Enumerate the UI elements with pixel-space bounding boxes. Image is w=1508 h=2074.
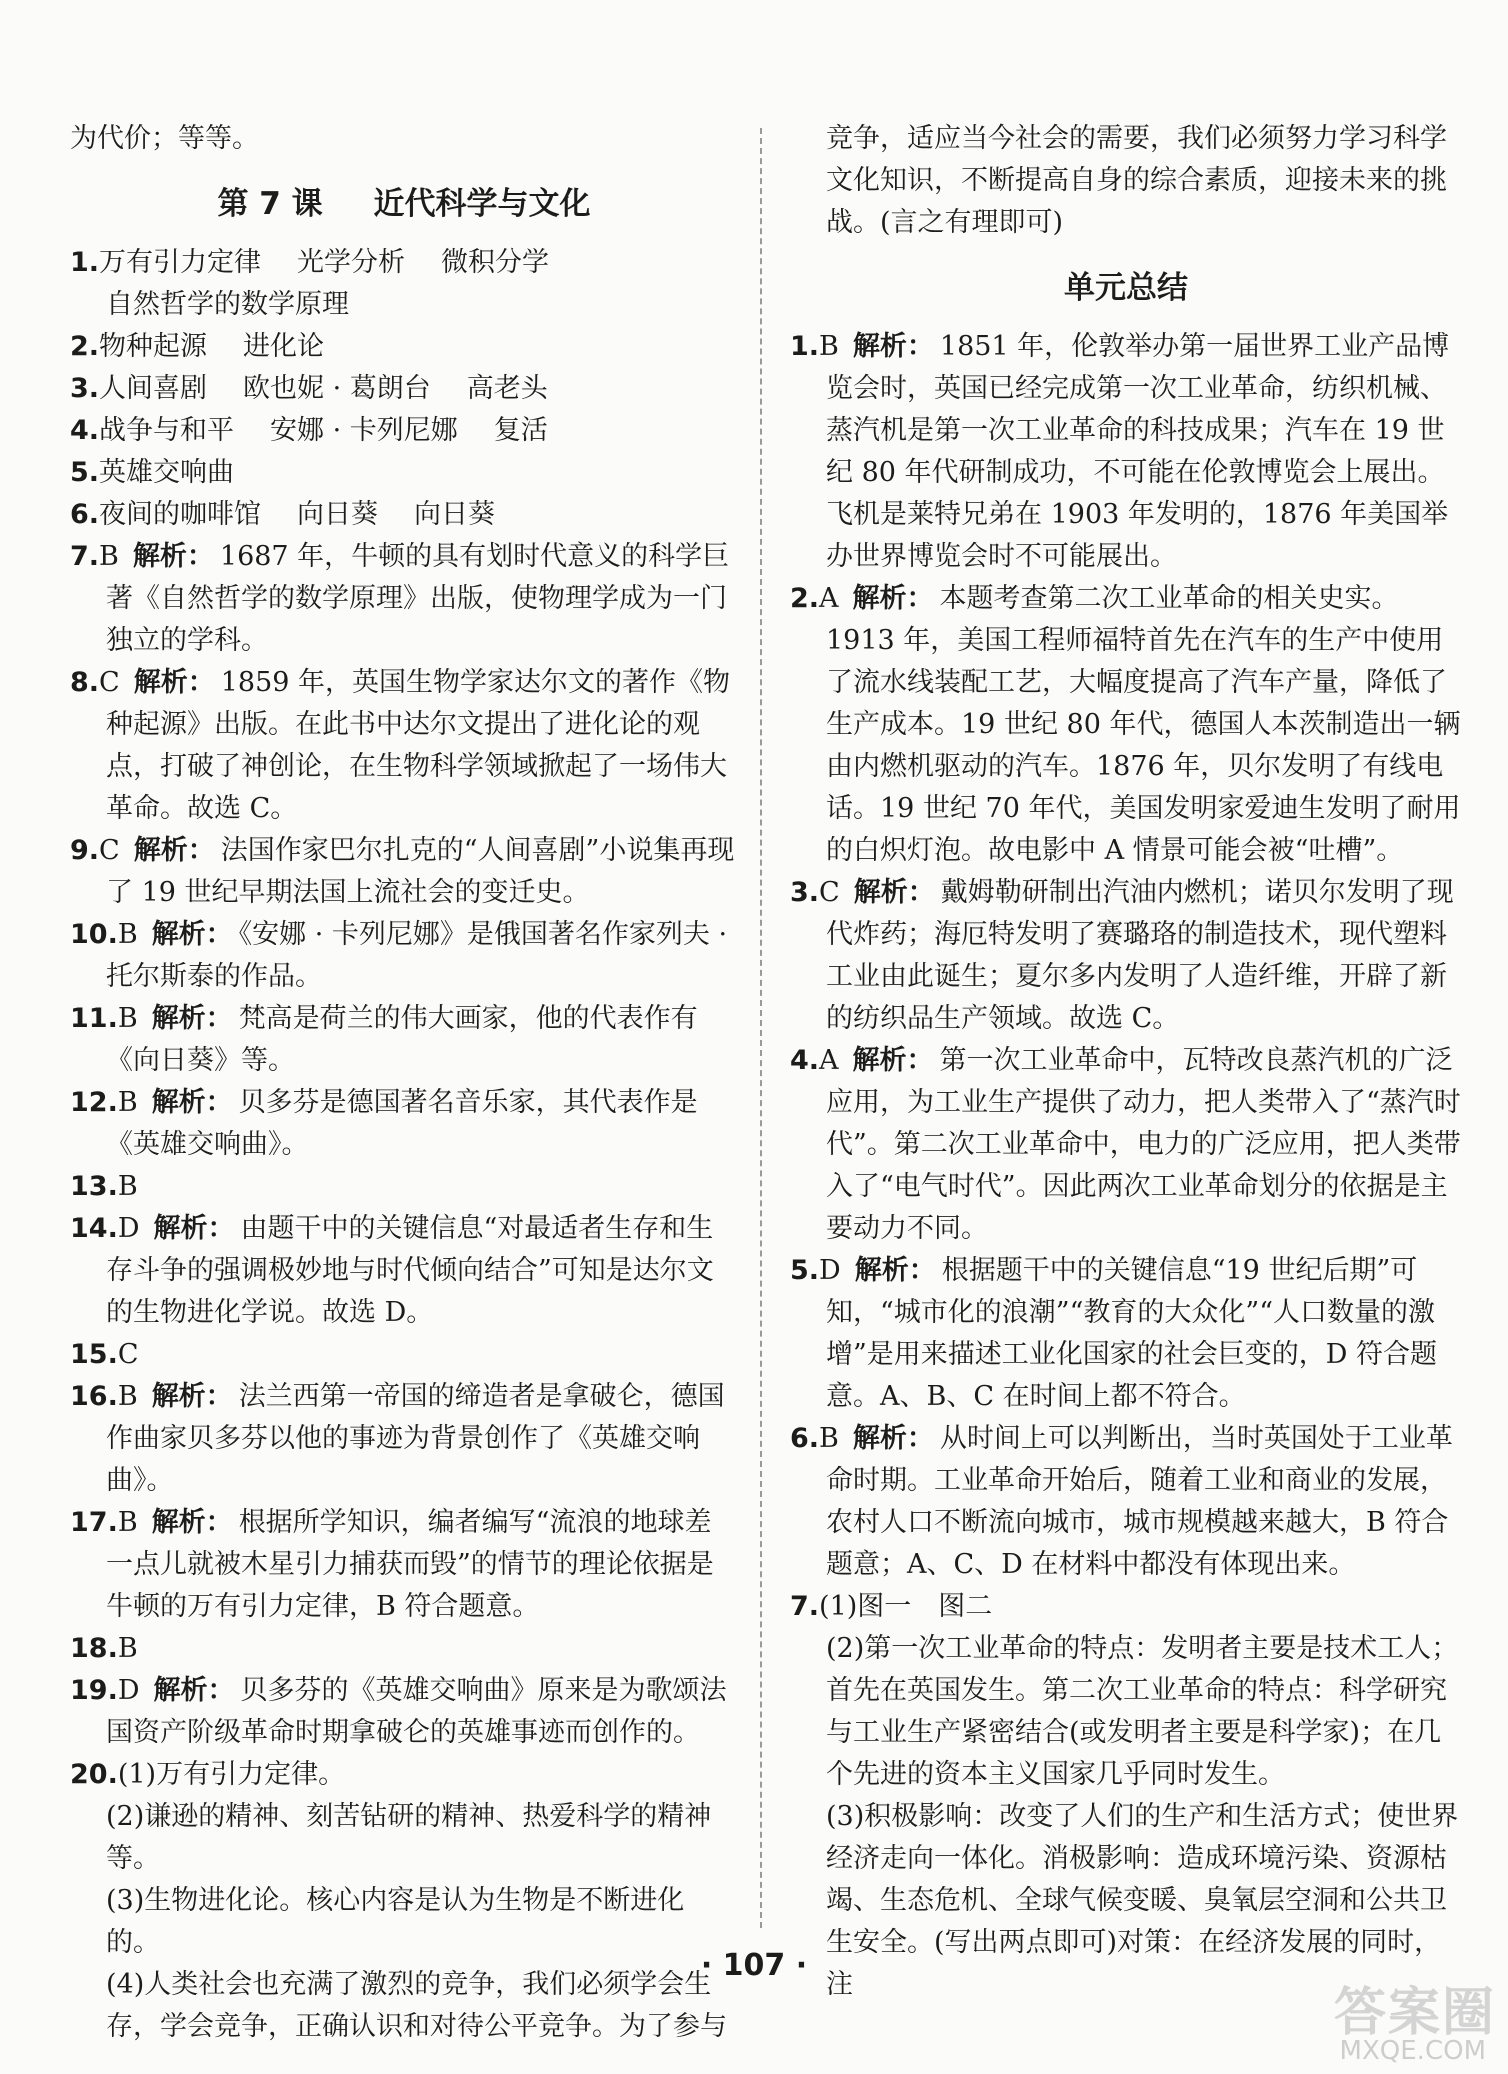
item-number: 6. <box>70 499 100 530</box>
item-answer: (1)图一 图二 <box>819 1591 993 1622</box>
term: 夜间的咖啡馆 <box>99 499 262 530</box>
item-explanation: 梵高是荷兰的伟大画家，他的代表作有《向日葵》等。 <box>106 1003 698 1076</box>
analysis-label: 解析： <box>132 541 214 572</box>
analysis-label: 解析： <box>852 1045 934 1076</box>
analysis-label: 解析： <box>151 1381 233 1412</box>
answer-item <box>790 1586 1462 1628</box>
item-number: 19. <box>70 1675 118 1706</box>
item-number: 20. <box>70 1759 118 1790</box>
analysis-label: 解析： <box>151 1087 233 1118</box>
answer-item <box>70 830 738 914</box>
item-terms <box>99 373 584 404</box>
analysis-label: 解析： <box>852 1423 934 1454</box>
item-answer: C <box>99 835 120 866</box>
term: 万有引力定律 <box>99 247 262 278</box>
item-explanation: 贝多芬的《英雄交响曲》原来是为歌颂法国资产阶级革命时期拿破仑的英雄事迹而创作的。 <box>106 1675 727 1748</box>
right-column <box>790 118 1462 2006</box>
analysis-label: 解析： <box>133 667 215 698</box>
item-answer: A <box>819 1045 839 1076</box>
item-terms <box>99 247 585 278</box>
item-explanation: 本题考查第二次工业革命的相关史实。1913 年，美国工程师福特首先在汽车的生产中使用了流水线装配工艺，大幅度提高了汽车产量，降低了生产成本。19 世纪 80 年代，德国人本茨制造出一辆由内燃机驱动的汽车。1876 年，贝尔发明了有线电话。19 世纪 70 年代，美国发明家爱迪生发明了耐用的白炽灯泡。故电影中 A 情景可能会被“吐槽”。 <box>826 583 1461 866</box>
item-number: 2. <box>70 331 100 362</box>
right-answer-list <box>790 326 1462 2006</box>
item-explanation: 法兰西第一帝国的缔造者是拿破仑，德国作曲家贝多芬以他的事迹为背景创作了《英雄交响曲》。 <box>106 1381 725 1496</box>
term: 高老头 <box>466 373 548 404</box>
item-explanation: 《安娜 · 卡列尼娜》是俄国著名作家列夫 · 托尔斯泰的作品。 <box>106 919 728 992</box>
item-answer: D <box>117 1675 140 1706</box>
sub-answer: (2)谦逊的精神、刻苦钻研的精神、热爱科学的精神等。 <box>106 1801 712 1874</box>
term: 光学分析 <box>297 247 406 278</box>
item-number: 9. <box>70 835 100 866</box>
item-terms <box>99 457 270 488</box>
item-number: 2. <box>790 583 820 614</box>
analysis-label: 解析： <box>852 583 934 614</box>
answer-item <box>70 368 738 410</box>
item-answer: C <box>99 667 120 698</box>
watermark-url: MXQE.COM <box>1339 2036 1486 2066</box>
item-number: 14. <box>70 1213 118 1244</box>
answer-item <box>70 536 738 662</box>
answer-item <box>70 1166 738 1208</box>
item-number: 1. <box>70 247 100 278</box>
watermark-main: 答案圈 <box>1333 1983 1496 2043</box>
answer-item <box>70 914 738 998</box>
lesson-heading <box>70 180 738 228</box>
item-answer: B <box>117 1087 138 1118</box>
analysis-label: 解析： <box>151 1507 233 1538</box>
item-number: 7. <box>790 1591 820 1622</box>
item-explanation: 根据题干中的关键信息“19 世纪后期”可知，“城市化的浪潮”“教育的大众化”“人口数量的激增”是用来描述工业化国家的社会巨变的，D 符合题意。A、B、C 在时间上都不符合。 <box>826 1255 1438 1412</box>
analysis-label: 解析： <box>853 877 935 908</box>
term: 进化论 <box>243 331 325 362</box>
item-answer: B <box>819 1423 839 1454</box>
lesson-number: 第 7 课 <box>217 186 323 222</box>
answer-item <box>70 452 738 494</box>
item-number: 4. <box>790 1045 820 1076</box>
item-answer: D <box>117 1213 140 1244</box>
term: 物种起源 <box>99 331 208 362</box>
answer-item <box>70 410 738 452</box>
item-answer: (1)万有引力定律。 <box>117 1759 346 1790</box>
item-answer: B <box>117 1507 138 1538</box>
item-terms <box>99 415 584 446</box>
item-number: 13. <box>70 1171 118 1202</box>
answer-item <box>70 1208 738 1334</box>
lesson-title: 近代科学与文化 <box>373 186 591 222</box>
answer-item <box>70 1082 738 1166</box>
answer-item <box>70 1628 738 1670</box>
item-number: 12. <box>70 1087 118 1118</box>
answer-item <box>70 1670 738 1754</box>
answer-item <box>790 326 1462 578</box>
item-number: 1. <box>790 331 820 362</box>
item-explanation: 戴姆勒研制出汽油内燃机；诺贝尔发明了现代炸药；海厄特发明了赛璐珞的制造技术，现代塑料工业由此诞生；夏尔多内发明了人造纤维，开辟了新的纺织品生产领域。故选 C。 <box>826 877 1454 1034</box>
item-answer: B <box>99 541 119 572</box>
answer-item <box>790 872 1462 1040</box>
term: 向日葵 <box>297 499 379 530</box>
term: 安娜 · 卡列尼娜 <box>270 415 458 446</box>
item-number: 17. <box>70 1507 118 1538</box>
analysis-label: 解析： <box>151 919 233 950</box>
item-explanation: 1851 年，伦敦举办第一届世界工业产品博览会时，英国已经完成第一次工业革命，纺织机械、蒸汽机是第一次工业革命的科技成果；汽车在 19 世纪 80 年代研制成功，不可能在伦敦博览会上展出。飞机是莱特兄弟在 1903 年发明的，1876 年美国举办世界博览会时不可能展出。 <box>826 331 1450 572</box>
item-number: 8. <box>70 667 100 698</box>
item-explanation: 法国作家巴尔扎克的“人间喜剧”小说集再现了 19 世纪早期法国上流社会的变迁史。 <box>106 835 735 908</box>
item-answer: B <box>819 331 839 362</box>
sub-answer: (4)人类社会也充满了激烈的竞争，我们必须学会生存，学会竞争，正确认识和对待公平竞争。为了参与 <box>106 1969 727 2042</box>
sub-answer: (3)生物进化论。核心内容是认为生物是不断进化的。 <box>106 1885 685 1958</box>
item-number: 11. <box>70 1003 118 1034</box>
item-answer: C <box>819 877 840 908</box>
item-number: 6. <box>790 1423 820 1454</box>
item-number: 5. <box>790 1255 820 1286</box>
analysis-label: 解析： <box>854 1255 936 1286</box>
analysis-label: 解析： <box>151 1003 233 1034</box>
item-number: 4. <box>70 415 100 446</box>
item-number: 16. <box>70 1381 118 1412</box>
term: 英雄交响曲 <box>99 457 235 488</box>
watermark-logo <box>1234 1970 1496 2070</box>
answer-item <box>70 1376 738 1502</box>
term: 战争与和平 <box>99 415 235 446</box>
analysis-label: 解析： <box>133 835 215 866</box>
answer-item <box>70 1334 738 1376</box>
item-explanation: 1859 年，英国生物学家达尔文的著作《物种起源》出版。在此书中达尔文提出了进化论的观点，打破了神创论，在生物科学领域掀起了一场伟大革命。故选 C。 <box>106 667 731 824</box>
analysis-label: 解析： <box>153 1213 235 1244</box>
continued-text: 竞争，适应当今社会的需要，我们必须努力学习科学文化知识，不断提高自身的综合素质，迎接未来的挑战。(言之有理即可) <box>826 123 1447 238</box>
item-explanation: 从时间上可以判断出，当时英国处于工业革命时期。工业革命开始后，随着工业和商业的发展，农村人口不断流向城市，城市规模越来越大，B 符合题意；A、C、D 在材料中都没有体现出来。 <box>826 1423 1453 1580</box>
lead-line: 为代价；等等。 <box>70 123 259 154</box>
answer-item <box>70 1502 738 1628</box>
item-answer: B <box>117 1171 138 1202</box>
item-number: 3. <box>790 877 820 908</box>
answer-item <box>70 326 738 368</box>
item-answer: B <box>117 1003 138 1034</box>
item-terms <box>99 331 360 362</box>
item-answer: D <box>819 1255 841 1286</box>
term: 欧也妮 · 葛朗台 <box>243 373 431 404</box>
item-answer: B <box>117 1633 138 1664</box>
item-number: 15. <box>70 1339 118 1370</box>
analysis-label: 解析： <box>153 1675 235 1706</box>
item-number: 7. <box>70 541 100 572</box>
answer-item <box>70 242 738 284</box>
sub-answer: (3)积极影响：改变了人们的生产和生活方式；使世界经济走向一体化。消极影响：造成环境污染、资源枯竭、生态危机、全球气候变暖、臭氧层空洞和公共卫生安全。(写出两点即可)对策：在经济发展的同时，注 <box>826 1801 1459 2000</box>
item-answer: B <box>117 1381 138 1412</box>
item-explanation: 第一次工业革命中，瓦特改良蒸汽机的广泛应用，为工业生产提供了动力，把人类带入了“蒸汽时代”。第二次工业革命中，电力的广泛应用，把人类带入了“电气时代”。因此两次工业革命划分的依据是主要动力不同。 <box>826 1045 1461 1244</box>
answer-item <box>790 578 1462 872</box>
term: 向日葵 <box>414 499 496 530</box>
page-number: · 107 · <box>700 1948 808 1983</box>
item-explanation: 1687 年，牛顿的具有划时代意义的科学巨著《自然哲学的数学原理》出版，使物理学成为一门独立的学科。 <box>106 541 730 656</box>
item-answer: A <box>819 583 839 614</box>
item-number: 10. <box>70 919 118 950</box>
item-explanation: 由题干中的关键信息“对最适者生存和生存斗争的强调极妙地与时代倾向结合”可知是达尔文的生物进化学说。故选 D。 <box>106 1213 714 1328</box>
answer-item <box>70 494 738 536</box>
item-terms <box>99 499 531 530</box>
analysis-label: 解析： <box>852 331 934 362</box>
left-answer-list <box>70 242 738 2048</box>
answer-item <box>790 1250 1462 1418</box>
item-continuation: 自然哲学的数学原理 <box>106 289 349 320</box>
unit-summary-heading: 单元总结 <box>1064 270 1188 306</box>
answer-item <box>70 998 738 1082</box>
column-divider <box>760 128 762 1928</box>
answer-item <box>790 1418 1462 1586</box>
item-explanation: 贝多芬是德国著名音乐家，其代表作是《英雄交响曲》。 <box>106 1087 698 1160</box>
term: 人间喜剧 <box>99 373 208 404</box>
term: 复活 <box>493 415 548 446</box>
answer-item <box>70 662 738 830</box>
answer-item <box>790 1040 1462 1250</box>
answer-item <box>70 1754 738 1796</box>
item-number: 3. <box>70 373 100 404</box>
item-answer: C <box>117 1339 139 1370</box>
item-explanation: 根据所学知识，编者编写“流浪的地球差一点儿就被木星引力捕获而毁”的情节的理论依据是牛顿的万有引力定律，B 符合题意。 <box>106 1507 714 1622</box>
item-number: 18. <box>70 1633 118 1664</box>
item-number: 5. <box>70 457 100 488</box>
item-answer: B <box>117 919 138 950</box>
sub-answer: (2)第一次工业革命的特点：发明者主要是技术工人；首先在英国发生。第二次工业革命的特点：科学研究与工业生产紧密结合(或发明者主要是科学家)；在几个先进的资本主义国家几乎同时发生。 <box>826 1633 1459 1790</box>
left-column <box>70 118 738 2048</box>
term: 微积分学 <box>441 247 550 278</box>
